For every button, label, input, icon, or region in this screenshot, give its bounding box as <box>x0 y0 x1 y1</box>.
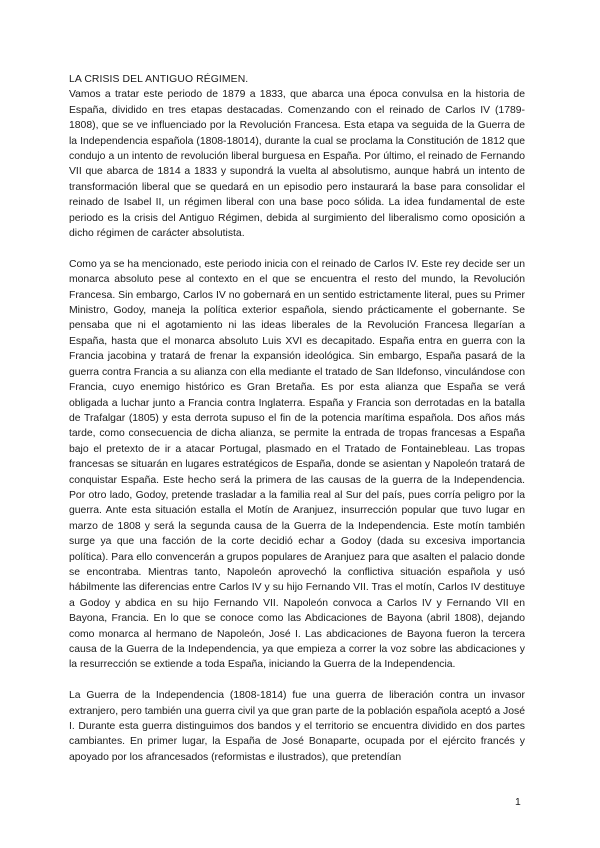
page-number: 1 <box>515 797 521 808</box>
paragraph-carlos-iv: Como ya se ha mencionado, este periodo inicia con el reinado de Carlos IV. Este rey decide ser un monarca absoluto pese al contexto en el que se encuentra el resto del mundo, la Revolución Francesa. Sin embargo, Carlos IV no gobernará en un sentido estrictamente literal, pues su Primer Ministro, Godoy, maneja la política exterior española, siendo prácticamente el gobernante. Se pensaba que ni el agotamiento ni las ideas liberales de la Revolución Francesa llegarían a España, hasta que el monarca absoluto Luis XVI es decapitado. España entra en guerra con la Francia jacobina y tratará de frenar la expansión ideológica. Sin embargo, España pasará de la guerra contra Francia a su alianza con ella mediante el tratado de San Ildefonso, vinculándose con Francia, cuyo enemigo histórico es Gran Bretaña. Es por esta alianza que España se verá obligada a luchar junto a Francia contra Inglaterra. España y Francia son derrotadas en la batalla de Trafalgar (1805) y esta derrota supuso el fin de la potencia marítima española. Dos años más tarde, como consecuencia de dicha alianza, se permite la entrada de tropas francesas a España bajo el pretexto de ir a atacar Portugal, plasmado en el Tratado de Fontainebleau. Las tropas francesas se situarán en lugares estratégicos de España, donde se asientan y Napoleón tratará de conquistar España. Este hecho será la primera de las causas de la guerra de la Independencia. Por otro lado, Godoy, pretende trasladar a la familia real al Sur del país, pues corría peligro por la guerra. Ante esta situación estalla el Motín de Aranjuez, insurrección popular que tuvo lugar en marzo de 1808 y será la segunda causa de la Guerra de la Independencia. Este motín también surge ya que una facción de la corte decidió echar a Godoy (dada su excesiva importancia política). Para ello convencerán a grupos populares de Aranjuez para que asalten el palacio donde se encontraba. Mientras tanto, Napoleón aprovechó la conflictiva situación española y usó hábilmente las diferencias entre Carlos IV y su hijo Fernando VII. Tras el motín, Carlos IV destituye a Godoy y abdica en su hijo Fernando VII. Napoleón convoca a Carlos IV y Fernando VII en Bayona, Francia. En lo que se conoce como las Abdicaciones de Bayona (abril 1808), dejando como monarca al hermano de Napoleón, José I. Las abdicaciones de Bayona fueron la tercera causa de la Guerra de la Independencia, ya que empieza a correr la voz sobre las abdicaciones y la resurrección se extiende a toda España, iniciando la Guerra de la Independencia. <box>69 258 525 671</box>
page-title: LA CRISIS DEL ANTIGUO RÉGIMEN. <box>69 74 249 85</box>
paragraph-guerra-independencia: La Guerra de la Independencia (1808-1814) fue una guerra de liberación contra un invasor extranjero, pero también una guerra civil ya que gran parte de la población española aceptó a José I. Durante esta guerra distinguimos dos bandos y el territorio se encuentra dividido en dos partes cambiantes. En primer lugar, la España de José Bonaparte, ocupada por el ejército francés y apoyado por los afrancesados (reformistas e ilustrados), que pretendían <box>69 690 525 763</box>
paragraph-intro: Vamos a tratar este periodo de 1879 a 1833, que abarca una época convulsa en la historia de España, dividido en tres etapas destacadas. Comenzando con el reinado de Carlos IV (1789-1808), que se ve influenciado por la Revolución Francesa. Esta etapa va seguida de la Guerra de la Independencia española (1808-18014), durante la cual se proclama la Constitución de 1812 que condujo a un intento de revolución liberal burguesa en España. Por último, el reinado de Fernando VII que abarca de 1814 a 1833 y supondrá la vuelta al absolutismo, aunque habrá un intento de transformación liberal que se quedará en un episodio pero instaurará la base para consolidar el reinado de Isabel II, un régimen liberal con una base poco sólida. La idea fundamental de este periodo es la crisis del Antiguo Régimen, debida al surgimiento del liberalismo como oposición a dicho régimen de carácter absolutista. <box>69 89 525 240</box>
document-body <box>69 72 525 781</box>
